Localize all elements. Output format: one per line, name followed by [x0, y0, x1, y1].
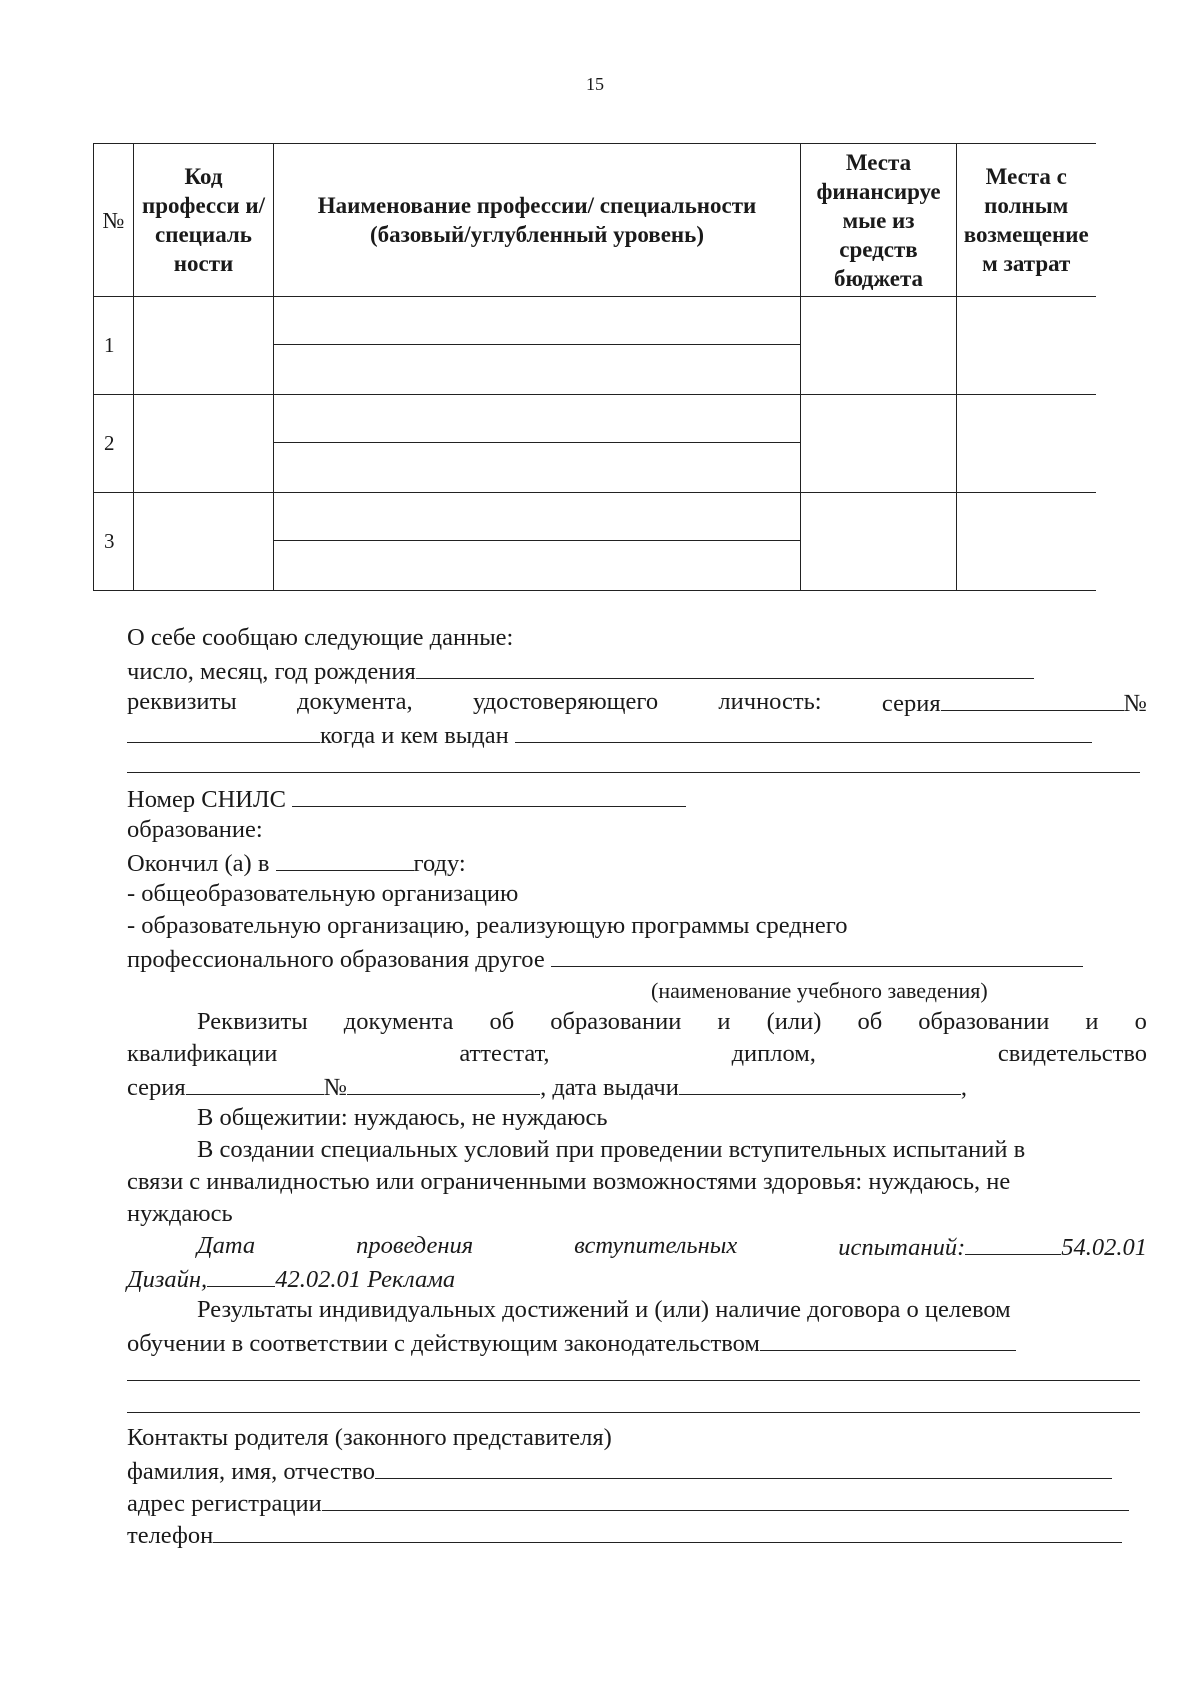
graduation-line	[127, 846, 466, 878]
exam-specialties-line	[127, 1262, 455, 1294]
id-doc-word: личность:	[718, 688, 822, 715]
snils-label: Номер СНИЛС	[127, 786, 286, 813]
issue-date-label: , дата выдачи	[540, 1074, 679, 1101]
special-conditions-line: связи с инвалидностью или ограниченными возможностями здоровья: нуждаюсь, не	[127, 1168, 1011, 1195]
name-cell[interactable]	[274, 395, 801, 493]
table-header-row	[94, 144, 1096, 297]
results-field-continued[interactable]	[127, 1380, 1140, 1381]
budget-cell[interactable]	[801, 297, 957, 395]
special-conditions-line: В создании специальных условий при проведении вступительных испытаний в	[197, 1136, 1026, 1163]
id-series-label: серия	[881, 690, 941, 717]
edu-doc-word: и	[717, 1008, 731, 1035]
graduation-year-field[interactable]	[276, 846, 414, 871]
comma: ,	[960, 1074, 967, 1101]
exam-date-word: вступительных	[574, 1232, 738, 1259]
header-code: Код професси и/ специаль ности	[134, 144, 274, 297]
issue-date-field[interactable]	[679, 1070, 961, 1095]
institution-caption: (наименование учебного заведения)	[651, 978, 988, 1003]
table-row	[94, 297, 1096, 395]
qualification-option: свидетельство	[997, 1040, 1147, 1067]
prof-org-line	[127, 942, 1083, 974]
parent-contacts-heading: Контакты родителя (законного представителя)	[127, 1424, 612, 1451]
results-label: обучении в соответствии с действующим законодательством	[127, 1330, 760, 1357]
edu-doc-word: об	[489, 1008, 515, 1035]
edu-doc-word: об	[857, 1008, 883, 1035]
page-number: 15	[586, 74, 604, 94]
exam-date-word: испытаний:	[838, 1234, 966, 1261]
edu-doc-word: о	[1134, 1008, 1147, 1035]
issued-field[interactable]	[515, 718, 1092, 743]
id-document-line	[127, 686, 1147, 718]
birth-date-field[interactable]	[416, 654, 1034, 679]
id-doc-word: удостоверяющего	[473, 688, 659, 715]
design-code: 54.02.01	[1061, 1234, 1147, 1261]
header-name: Наименование профессии/ специальности (базовый/углубленный уровень)	[274, 144, 801, 297]
results-field-continued[interactable]	[127, 1412, 1140, 1413]
general-org-option: - общеобразовательную организацию	[127, 880, 519, 907]
row-number: 1	[94, 297, 134, 395]
about-heading: О себе сообщаю следующие данные:	[127, 624, 514, 651]
exam-date-field-design[interactable]	[965, 1230, 1061, 1255]
table-row	[94, 395, 1096, 493]
row-number: 2	[94, 395, 134, 493]
results-field[interactable]	[760, 1326, 1016, 1351]
edu-doc-word: образовании	[550, 1008, 682, 1035]
advertising-label: 42.02.01 Реклама	[275, 1266, 456, 1293]
snils-field[interactable]	[292, 782, 686, 807]
birth-date-label: число, месяц, год рождения	[127, 658, 416, 685]
name-cell[interactable]	[274, 493, 801, 591]
edu-doc-word: и	[1085, 1008, 1099, 1035]
graduated-label: Окончил (а) в	[127, 850, 270, 877]
exam-date-word: проведения	[356, 1232, 474, 1259]
exam-date-word: Дата	[197, 1232, 256, 1259]
header-budget-places: Места финансируе мые из средств бюджета	[801, 144, 957, 297]
parent-name-field[interactable]	[375, 1454, 1112, 1479]
qualification-line	[127, 1038, 1147, 1070]
institution-field[interactable]	[551, 942, 1083, 967]
parent-address-field[interactable]	[322, 1486, 1129, 1511]
id-doc-word: реквизиты	[127, 688, 237, 715]
code-cell[interactable]	[134, 297, 274, 395]
issued-field-continued[interactable]	[127, 772, 1140, 773]
header-paid-places: Места с полным возмещение м затрат	[957, 144, 1096, 297]
header-number: №	[94, 144, 134, 297]
dormitory-line: В общежитии: нуждаюсь, не нуждаюсь	[197, 1104, 608, 1131]
row-number: 3	[94, 493, 134, 591]
snils-line	[127, 782, 686, 814]
edu-doc-word: документа	[343, 1008, 454, 1035]
qualification-option: диплом,	[731, 1040, 816, 1067]
code-cell[interactable]	[134, 395, 274, 493]
design-label: Дизайн,	[127, 1266, 208, 1293]
name-cell[interactable]	[274, 297, 801, 395]
results-line: Результаты индивидуальных достижений и (или) наличие договора о целевом	[197, 1296, 1011, 1323]
edu-doc-word: образовании	[918, 1008, 1050, 1035]
qualification-label: квалификации	[127, 1040, 278, 1067]
edu-series-line	[127, 1070, 967, 1102]
issued-line	[127, 718, 1092, 750]
qualification-option: аттестат,	[459, 1040, 550, 1067]
edu-doc-word: (или)	[766, 1008, 822, 1035]
id-number-sign: №	[1123, 690, 1147, 717]
parent-phone-field[interactable]	[213, 1518, 1122, 1543]
parent-name-line	[127, 1454, 1112, 1486]
id-series-field[interactable]	[941, 686, 1124, 711]
prof-org-label: профессионального образования другое	[127, 946, 545, 973]
code-cell[interactable]	[134, 493, 274, 591]
table-row	[94, 493, 1096, 591]
birth-date-line	[127, 654, 1034, 686]
budget-cell[interactable]	[801, 395, 957, 493]
year-label: году:	[413, 850, 466, 877]
edu-doc-line	[197, 1006, 1147, 1038]
paid-cell[interactable]	[957, 493, 1096, 591]
prof-org-option: - образовательную организацию, реализующую программы среднего	[127, 912, 848, 939]
parent-phone-line	[127, 1518, 1122, 1550]
issued-label: когда и кем выдан	[320, 722, 509, 749]
exam-date-field-ad[interactable]	[207, 1262, 275, 1287]
results-line-2	[127, 1326, 1016, 1358]
edu-number-sign: №	[323, 1074, 348, 1101]
special-conditions-line: нуждаюсь	[127, 1200, 233, 1227]
paid-cell[interactable]	[957, 395, 1096, 493]
edu-doc-word: Реквизиты	[197, 1008, 308, 1035]
parent-address-line	[127, 1486, 1129, 1518]
specialty-table	[93, 143, 1096, 591]
parent-name-label: фамилия, имя, отчество	[127, 1458, 376, 1485]
parent-phone-label: телефон	[127, 1522, 214, 1549]
education-label: образование:	[127, 816, 263, 843]
edu-number-field[interactable]	[347, 1070, 540, 1095]
id-doc-word: документа,	[296, 688, 413, 715]
exam-date-line	[197, 1230, 1147, 1262]
id-number-field[interactable]	[127, 718, 320, 743]
parent-address-label: адрес регистрации	[127, 1490, 322, 1517]
edu-series-field[interactable]	[186, 1070, 324, 1095]
paid-cell[interactable]	[957, 297, 1096, 395]
budget-cell[interactable]	[801, 493, 957, 591]
edu-series-label: серия	[127, 1074, 186, 1101]
